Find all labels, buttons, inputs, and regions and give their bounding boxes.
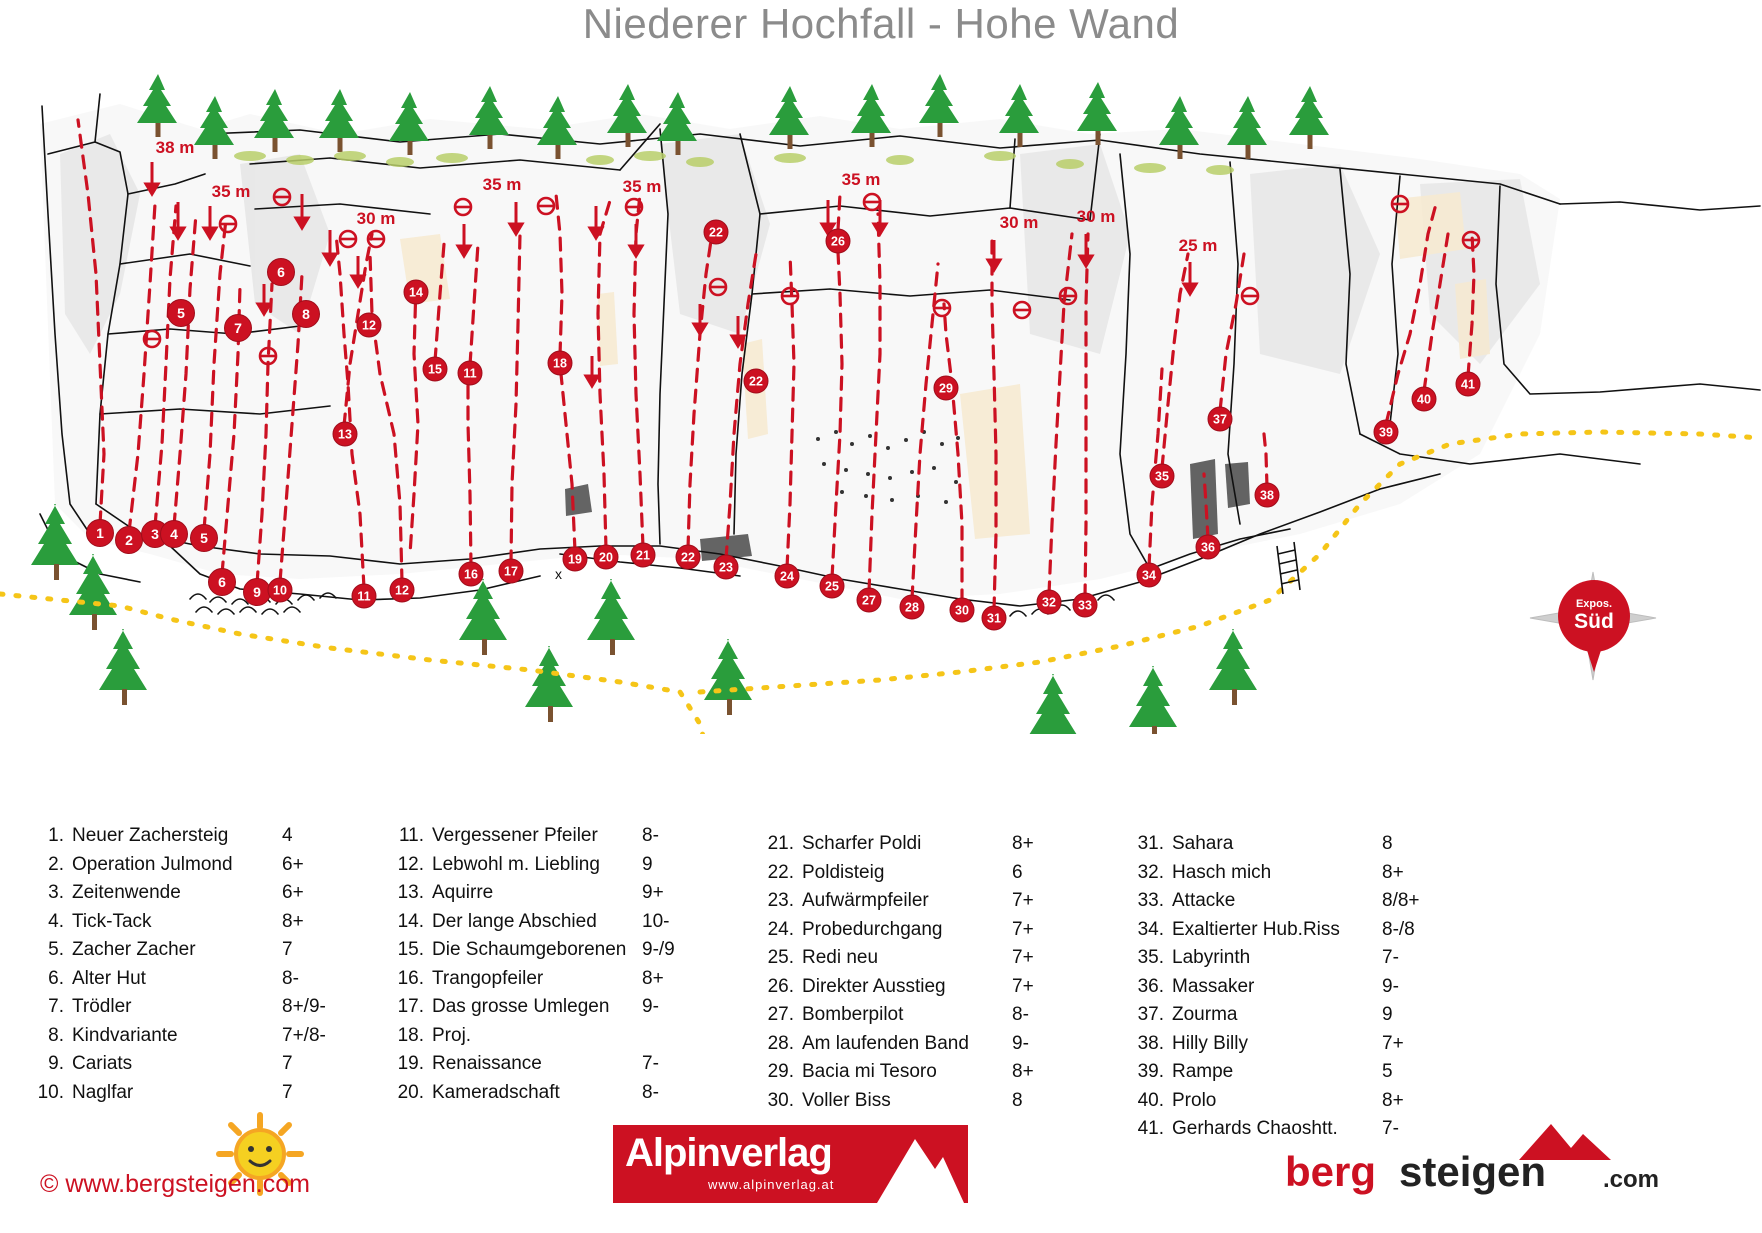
legend-grade: 5 <box>1382 1061 1393 1082</box>
route-badge-25[interactable]: 25 <box>820 574 845 599</box>
route-badge-6[interactable]: 6 <box>208 568 236 596</box>
legend-number: 3. <box>48 882 64 903</box>
legend-grade: 7+/8- <box>282 1024 326 1046</box>
legend-grade: 7- <box>1382 947 1399 968</box>
legend-grade: 8- <box>1012 1004 1029 1025</box>
legend-route-name: Voller Biss <box>802 1089 891 1111</box>
legend-number: 35. <box>1137 947 1164 968</box>
route-badge-4[interactable]: 4 <box>160 520 188 548</box>
legend-row <box>760 1033 1090 1053</box>
legend-number: 20. <box>397 1081 424 1103</box>
route-badge-40[interactable]: 40 <box>1412 387 1437 412</box>
legend-number: 12. <box>397 853 424 875</box>
legend-row <box>30 1053 360 1073</box>
legend-row <box>30 939 360 959</box>
legend-number: 38. <box>1137 1032 1164 1054</box>
legend-number: 10. <box>37 1081 64 1103</box>
route-badge-22[interactable]: 22 <box>704 220 729 245</box>
legend-grade: 7+ <box>1012 918 1034 940</box>
legend-row <box>1130 1090 1530 1110</box>
legend-route-name: Tick-Tack <box>72 910 152 932</box>
bergsteigen-logo[interactable] <box>1285 1120 1685 1200</box>
legend-route-name: Renaissance <box>432 1053 542 1074</box>
footer <box>0 1110 1762 1233</box>
legend-grade: 10- <box>642 910 670 932</box>
legend-grade: 8- <box>642 825 659 846</box>
route-badge-17[interactable]: 17 <box>499 559 524 584</box>
legend-grade: 8 <box>1382 833 1393 854</box>
legend-number: 40. <box>1137 1089 1164 1111</box>
legend-number: 5. <box>48 939 64 960</box>
legend-number: 41. <box>1137 1118 1164 1139</box>
legend-row <box>760 1061 1090 1081</box>
route-badge-28[interactable]: 28 <box>900 595 925 620</box>
legend-number: 34. <box>1137 918 1164 940</box>
legend-route-name: Probedurchgang <box>802 918 943 940</box>
legend-column-1 <box>30 825 360 1110</box>
legend-route-name: Direkter Ausstieg <box>802 975 946 997</box>
legend-route-name: Vergessener Pfeiler <box>432 825 598 846</box>
route-badge-3[interactable]: 3 <box>141 520 169 548</box>
svg-text:x: x <box>555 566 562 582</box>
legend-grade: 9- <box>1382 975 1399 997</box>
legend-row <box>1130 1004 1530 1024</box>
route-badge-10[interactable]: 10 <box>268 578 293 603</box>
bergsteigen-part1: berg <box>1285 1148 1377 1195</box>
legend-row <box>1130 1061 1530 1081</box>
legend-route-name: Zourma <box>1172 1004 1238 1025</box>
legend-row <box>1130 976 1530 996</box>
legend-row <box>760 833 1090 853</box>
legend-row <box>760 1004 1090 1024</box>
bergsteigen-part3: .com <box>1603 1166 1660 1193</box>
legend-grade: 8-/8 <box>1382 918 1415 940</box>
legend-route-name: Kindvariante <box>72 1024 178 1046</box>
legend-number: 28. <box>767 1032 794 1054</box>
legend-row <box>1130 890 1530 910</box>
legend-grade: 7+ <box>1012 975 1034 997</box>
alpinverlag-url: www.alpinverlag.at <box>708 1177 835 1192</box>
route-badge-21[interactable]: 21 <box>631 543 656 568</box>
legend-route-name: Neuer Zachersteig <box>72 825 229 846</box>
legend-route-name: Bomberpilot <box>802 1004 904 1025</box>
legend-route-name: Redi neu <box>802 947 879 968</box>
legend-grade: 9 <box>1382 1004 1393 1025</box>
route-badge-24[interactable]: 24 <box>775 564 800 589</box>
legend-row <box>30 825 360 845</box>
route-badge-2[interactable]: 2 <box>115 526 143 554</box>
legend-number: 4. <box>48 910 64 932</box>
route-badge-39[interactable]: 39 <box>1374 420 1399 445</box>
legend-route-name: Am laufenden Band <box>802 1032 969 1054</box>
legend-row <box>30 968 360 988</box>
legend-route-name: Hilly Billy <box>1172 1032 1248 1054</box>
legend-grade: 8+/9- <box>282 996 326 1017</box>
legend-grade: 8- <box>282 967 299 989</box>
legend-grade: 8/8+ <box>1382 890 1420 911</box>
legend-route-name: Alter Hut <box>72 967 146 989</box>
legend-row <box>390 882 720 902</box>
exposure-badge <box>1558 580 1630 652</box>
route-badge-41[interactable]: 41 <box>1456 372 1481 397</box>
legend-grade: 8+ <box>1382 861 1404 883</box>
legend-grade: 9- <box>642 996 659 1017</box>
route-badge-8[interactable]: 8 <box>292 300 320 328</box>
legend-number: 30. <box>767 1089 794 1111</box>
route-badge-13[interactable]: 13 <box>333 422 358 447</box>
height-label: 35 m <box>482 175 522 194</box>
legend-route-name: Massaker <box>1172 975 1255 997</box>
route-badge-5[interactable]: 5 <box>167 299 195 327</box>
topo-diagram <box>0 34 1762 734</box>
height-label: 30 m <box>356 209 396 228</box>
legend-number: 11. <box>398 825 424 846</box>
legend-route-name: Operation Julmond <box>72 853 233 875</box>
legend-grade: 8- <box>642 1081 659 1103</box>
legend-number: 14. <box>397 910 424 932</box>
route-badge-18[interactable]: 18 <box>548 351 573 376</box>
legend-route-name: Gerhards Chaoshtt. <box>1172 1118 1338 1139</box>
height-label: 35 m <box>622 177 662 196</box>
legend-number: 25. <box>767 947 794 968</box>
route-badge-26[interactable]: 26 <box>826 229 851 254</box>
exposure-value: Süd <box>1574 609 1614 633</box>
legend-route-name: Aquirre <box>432 882 494 903</box>
legend-grade: 8+ <box>1012 833 1034 854</box>
route-badge-35[interactable]: 35 <box>1150 464 1175 489</box>
legend-row <box>30 1025 360 1045</box>
legend-route-name: Scharfer Poldi <box>802 833 922 854</box>
legend-row <box>760 976 1090 996</box>
route-badge-9[interactable]: 9 <box>243 578 271 606</box>
legend-row <box>390 996 720 1016</box>
legend-route-name: Aufwärmpfeiler <box>802 890 929 911</box>
route-badge-22[interactable]: 22 <box>676 545 701 570</box>
legend-route-name: Trödler <box>72 996 132 1017</box>
legend-route-name: Bacia mi Tesoro <box>802 1061 937 1082</box>
route-badge-14[interactable]: 14 <box>404 280 429 305</box>
bergsteigen-part2: steigen <box>1399 1148 1547 1195</box>
legend-route-name: Proj. <box>432 1024 472 1046</box>
height-label: 38 m <box>155 138 195 157</box>
legend-grade: 6+ <box>282 853 304 875</box>
legend-row <box>30 1082 360 1102</box>
legend-row <box>30 882 360 902</box>
legend-grade: 9 <box>642 853 653 875</box>
legend-column-4 <box>1130 833 1530 1147</box>
legend-row <box>760 890 1090 910</box>
legend-number: 19. <box>397 1053 424 1074</box>
legend-grade: 9- <box>1012 1032 1029 1054</box>
legend-number: 9. <box>48 1053 64 1074</box>
page-title: Niederer Hochfall - Hohe Wand <box>582 0 1180 47</box>
legend-number: 29. <box>767 1061 794 1082</box>
legend-route-name: Cariats <box>72 1053 133 1074</box>
legend-number: 17. <box>397 996 424 1017</box>
height-label: 25 m <box>1178 236 1218 255</box>
legend-number: 13. <box>397 882 424 903</box>
legend-row <box>390 825 720 845</box>
legend-number: 33. <box>1137 890 1164 911</box>
legend-grade: 6+ <box>282 882 304 903</box>
legend-route-name: Zeitenwende <box>72 882 181 903</box>
height-label: 30 m <box>1076 207 1116 226</box>
legend-row <box>390 854 720 874</box>
legend-number: 31. <box>1137 833 1164 854</box>
route-badge-12[interactable]: 12 <box>357 313 382 338</box>
route-badge-38[interactable]: 38 <box>1255 483 1280 508</box>
legend-number: 6. <box>48 967 64 989</box>
route-badge-33[interactable]: 33 <box>1073 593 1098 618</box>
legend-grade: 7+ <box>1382 1032 1404 1054</box>
legend-grade: 8+ <box>1012 1061 1034 1082</box>
legend-number: 37. <box>1137 1004 1164 1025</box>
legend-grade: 8 <box>1012 1089 1023 1111</box>
height-label: 35 m <box>841 170 881 189</box>
legend-grade: 7 <box>282 1081 293 1103</box>
route-badge-36[interactable]: 36 <box>1196 535 1221 560</box>
legend-number: 16. <box>397 967 424 989</box>
alpinverlag-name: Alpinverlag <box>625 1131 832 1175</box>
legend-route-name: Das grosse Umlegen <box>432 996 610 1017</box>
legend-route-name: Poldisteig <box>802 861 885 883</box>
route-badge-23[interactable]: 23 <box>714 555 739 580</box>
legend-row <box>760 862 1090 882</box>
legend-row <box>1130 919 1530 939</box>
legend-row <box>390 939 720 959</box>
route-badge-37[interactable]: 37 <box>1208 407 1233 432</box>
legend-number: 21. <box>767 833 794 854</box>
legend-number: 8. <box>48 1024 64 1046</box>
legend-route-name: Attacke <box>1172 890 1236 911</box>
route-badge-31[interactable]: 31 <box>982 606 1007 631</box>
legend-row <box>1130 947 1530 967</box>
legend-number: 22. <box>767 861 794 883</box>
route-badge-16[interactable]: 16 <box>459 562 484 587</box>
route-badge-27[interactable]: 27 <box>857 588 882 613</box>
legend-row <box>30 996 360 1016</box>
route-badge-22[interactable]: 22 <box>744 369 769 394</box>
route-badge-11[interactable]: 11 <box>352 584 377 609</box>
legend-row <box>390 1082 720 1102</box>
legend-row <box>30 911 360 931</box>
legend-route-name: Lebwohl m. Liebling <box>432 853 600 875</box>
route-badge-7[interactable]: 7 <box>224 314 252 342</box>
legend-grade: 8+ <box>282 910 304 932</box>
legend-route-name: Prolo <box>1172 1089 1217 1111</box>
legend-column-2 <box>390 825 720 1110</box>
legend-number: 2. <box>48 853 64 875</box>
route-badge-1[interactable]: 1 <box>86 519 114 547</box>
legend-number: 26. <box>767 975 794 997</box>
route-badge-11[interactable]: 11 <box>458 361 483 386</box>
legend-grade: 4 <box>282 825 293 846</box>
route-badge-6[interactable]: 6 <box>267 258 295 286</box>
legend-row <box>30 854 360 874</box>
legend-route-name: Naglfar <box>72 1081 134 1103</box>
mountain-icon <box>869 1125 964 1203</box>
legend-row <box>390 1025 720 1045</box>
legend-row <box>760 919 1090 939</box>
legend-grade: 9-/9 <box>642 939 675 960</box>
legend-number: 36. <box>1137 975 1164 997</box>
legend-grade: 8+ <box>642 967 664 989</box>
height-label: 35 m <box>211 182 251 201</box>
legend-route-name: Kameradschaft <box>432 1081 560 1103</box>
route-badge-32[interactable]: 32 <box>1037 590 1062 615</box>
route-badge-29[interactable]: 29 <box>934 376 959 401</box>
legend-grade: 7+ <box>1012 947 1034 968</box>
legend-row <box>1130 1033 1530 1053</box>
alpinverlag-logo[interactable] <box>613 1125 968 1203</box>
legend-route-name: Exaltierter Hub.Riss <box>1172 918 1340 940</box>
legend-route-name: Die Schaumgeborenen <box>432 939 627 960</box>
legend-number: 1. <box>48 825 64 846</box>
route-badge-12[interactable]: 12 <box>390 578 415 603</box>
route-legend <box>0 810 1762 1139</box>
legend-grade: 7+ <box>1012 890 1034 911</box>
legend-route-name: Trangopfeiler <box>432 967 544 989</box>
route-badge-5[interactable]: 5 <box>190 524 218 552</box>
height-label: 30 m <box>999 213 1039 232</box>
route-badge-19[interactable]: 19 <box>563 547 588 572</box>
legend-row <box>760 1090 1090 1110</box>
legend-column-3 <box>760 833 1090 1118</box>
legend-number: 7. <box>48 996 64 1017</box>
legend-number: 39. <box>1137 1061 1164 1082</box>
legend-route-name: Rampe <box>1172 1061 1234 1082</box>
legend-number: 32. <box>1137 861 1164 883</box>
legend-row <box>390 968 720 988</box>
legend-number: 23. <box>767 890 794 911</box>
legend-route-name: Zacher Zacher <box>72 939 196 960</box>
legend-number: 15. <box>397 939 424 960</box>
route-badge-30[interactable]: 30 <box>950 598 975 623</box>
legend-row <box>1130 833 1530 853</box>
legend-row <box>390 1053 720 1073</box>
compass-rose <box>1528 570 1658 710</box>
legend-grade: 7 <box>282 1053 293 1074</box>
legend-grade: 7- <box>642 1053 659 1074</box>
legend-number: 18. <box>397 1024 424 1046</box>
pin-tail <box>1585 644 1603 672</box>
legend-route-name: Labyrinth <box>1172 947 1251 968</box>
legend-number: 24. <box>767 918 794 940</box>
legend-grade: 8+ <box>1382 1089 1404 1111</box>
legend-number: 27. <box>767 1004 794 1025</box>
legend-row <box>390 911 720 931</box>
legend-route-name: Hasch mich <box>1172 861 1272 883</box>
route-badge-20[interactable]: 20 <box>594 545 619 570</box>
legend-row <box>1130 862 1530 882</box>
legend-grade: 7- <box>1382 1118 1399 1139</box>
legend-grade: 9+ <box>642 882 664 903</box>
route-badge-15[interactable]: 15 <box>423 357 448 382</box>
legend-grade: 7 <box>282 939 293 960</box>
route-badge-34[interactable]: 34 <box>1137 563 1162 588</box>
legend-row <box>760 947 1090 967</box>
legend-route-name: Der lange Abschied <box>432 910 597 932</box>
copyright-text[interactable]: © www.bergsteigen.com <box>40 1170 310 1198</box>
legend-grade: 6 <box>1012 861 1023 883</box>
legend-route-name: Sahara <box>1172 833 1234 854</box>
exposure-label: Expos. <box>1575 598 1613 611</box>
